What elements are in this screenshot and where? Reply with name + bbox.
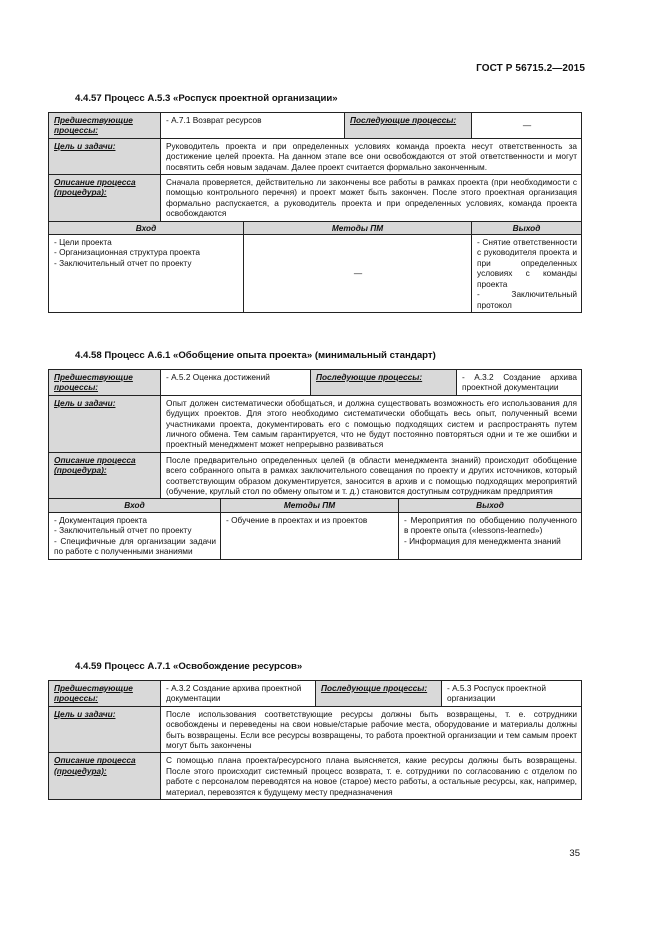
- methods-list: [221, 512, 399, 559]
- successors-value: —: [472, 113, 582, 139]
- output-list: [399, 512, 582, 559]
- predecessors-label: Предшествующие процессы:: [49, 113, 161, 139]
- goals-text: После использования соответствующие ресурсы должны быть возвращены, т. е. сотрудники освобождены и переведены на свои новые/старые рабочие места, оборудование и материалы должны быть возвращены. Если все ресурсы возвращены, то работа проектной организации и тем самым проект могут быть закончены: [161, 706, 582, 753]
- section-title: 4.4.59 Процесс А.7.1 «Освобождение ресурсов»: [75, 661, 303, 672]
- methods-header: Методы ПМ: [221, 499, 399, 512]
- predecessors-value: - А.5.2 Оценка достижений: [161, 370, 311, 396]
- process-table: [48, 112, 582, 313]
- list-item: - Заключительный протокол: [477, 289, 578, 310]
- output-header: Выход: [472, 221, 582, 234]
- input-header: Вход: [49, 221, 244, 234]
- description-label: Описание процесса (процедура):: [49, 175, 161, 222]
- goals-label: Цель и задачи:: [49, 395, 161, 452]
- predecessors-label: Предшествующие процессы:: [49, 370, 161, 396]
- input-list: [49, 235, 244, 313]
- list-item: - Снятие ответственности с руководителя проекта и при определенных условиях с команды проекта: [477, 237, 578, 289]
- successors-value: - А.3.2 Создание архива проектной документации: [457, 370, 582, 396]
- successors-label: Последующие процессы:: [316, 681, 442, 707]
- document-id: ГОСТ Р 56715.2—2015: [476, 63, 585, 74]
- predecessors-value: - А.3.2 Создание архива проектной документации: [161, 681, 316, 707]
- section-title: 4.4.57 Процесс А.5.3 «Роспуск проектной организации»: [75, 93, 338, 104]
- list-item: —: [353, 268, 363, 279]
- successors-value: - А.5.3 Роспуск проектной организации: [442, 681, 582, 707]
- goals-label: Цель и задачи:: [49, 138, 161, 174]
- description-text: С помощью плана проекта/ресурсного плана выясняется, какие ресурсы должны быть возвращены. После этого происходит системный процесс возврата, т. е. сотрудники по согласованию с отделом по работе с персоналом переводятся на новое (старое) место работы, а остальные ресурсы, как, например, материал, перевозятся к будущему месту предназначения: [161, 753, 582, 800]
- description-label: Описание процесса (процедура):: [49, 753, 161, 800]
- goals-text: Руководитель проекта и при определенных условиях команда проекта несут ответственность за достижение целей проекта. На данном этапе все они освобождаются от этой ответственности и могут посвятить себя новым задачам. Далее проект считается формально законченным.: [161, 138, 582, 174]
- description-text: После предварительно определенных целей (в области менеджмента знаний) происходит обобщение всего собранного опыта в рамках заключительного совещания по проекту и других источников, который соответствующим образом документируется, заносится в архив и с помощью подходящих мероприятий (обучение, круглый стол по обмену опытом и т. д.) становится доступным сотрудникам предприятия: [161, 452, 582, 499]
- list-item: - Заключительный отчет по проекту: [54, 257, 192, 268]
- process-table: [48, 680, 582, 800]
- list-item: - Заключительный отчет по проекту: [54, 525, 192, 536]
- list-item: - Обучение в проектах и из проектов: [226, 514, 368, 525]
- process-table: [48, 369, 582, 560]
- predecessors-label: Предшествующие процессы:: [49, 681, 161, 707]
- methods-header: Методы ПМ: [244, 221, 472, 234]
- successors-label: Последующие процессы:: [345, 113, 472, 139]
- methods-list: [244, 235, 472, 313]
- output-list: [472, 235, 582, 313]
- list-item: - Специфичные для организации задачи по работе с полученными знаниями: [54, 535, 216, 557]
- goals-text: Опыт должен систематически обобщаться, и должна существовать возможность его использования для будущих проектов. Для этого необходимо систематически обобщать весь опыт, полученный всеми участниками проекта, документировать его с помощью подходящих систем и распространять путем личного обмена. Тем самым гарантируется, что не будут постоянно повторяться одни и те же ошибки и проектный менеджмент может непрерывно развиваться: [161, 395, 582, 452]
- list-item: - Организационная структура проекта: [54, 247, 201, 258]
- predecessors-value: - А.7.1 Возврат ресурсов: [161, 113, 345, 139]
- list-item: - Цели проекта: [54, 237, 112, 248]
- list-item: - Документация проекта: [54, 514, 147, 525]
- list-item: - Мероприятия по обобщению полученного в проекте опыта («lessons-learned»): [404, 514, 577, 536]
- description-text: Сначала проверяется, действительно ли закончены все работы в рамках проекта (при необходимости с помощью контрольного перечня) и проект может быть закончен. После этого проектная организация формально распускается, а руководитель проекта и при определенных условиях, команда проекта освобождаются: [161, 175, 582, 222]
- page-number: 35: [569, 848, 580, 859]
- section-title: 4.4.58 Процесс А.6.1 «Обобщение опыта проекта» (минимальный стандарт): [75, 350, 436, 361]
- input-list: [49, 512, 221, 559]
- successors-label: Последующие процессы:: [311, 370, 457, 396]
- goals-label: Цель и задачи:: [49, 706, 161, 753]
- description-label: Описание процесса (процедура):: [49, 452, 161, 499]
- output-header: Выход: [399, 499, 582, 512]
- input-header: Вход: [49, 499, 221, 512]
- list-item: - Информация для менеджмента знаний: [404, 535, 561, 546]
